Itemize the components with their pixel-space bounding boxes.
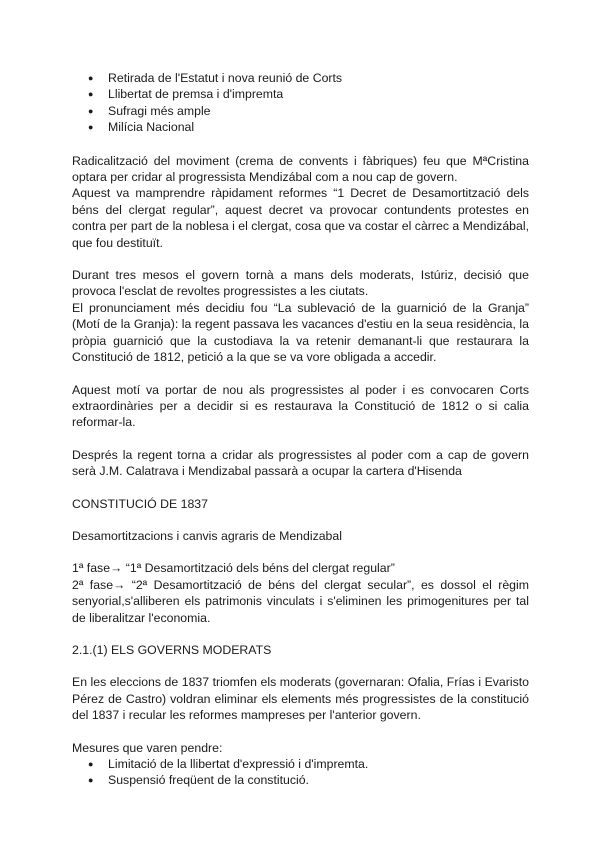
heading-governs-moderats: 2.1.(1) ELS GOVERNS MODERATS xyxy=(72,642,272,657)
document-content xyxy=(72,70,529,789)
list-item: ● Retirada de l'Estatut i nova reunió de Corts xyxy=(72,70,529,86)
heading-desamortitzacions: Desamortitzacions i canvis agraris de Mendizabal xyxy=(72,528,342,543)
paragraph-corts-extraordinaries: Aquest motí va portar de nou als progressistes al poder i es convocaren Corts extraordinàries per a decidir si es restaurava la Constitució de 1812 o si calia reformar-la. xyxy=(72,382,529,430)
list-item: ● Limitació de la llibertat d'expressió i d'impremta. xyxy=(72,756,529,772)
list-item: ● Suspensió freqüent de la constitució. xyxy=(72,772,529,788)
fase-2: 2ª fase→ “2ª Desamortització de béns del clergat secular”, es dossol el règim senyorial,s'alliberen els patrimonis vinculats i s'eliminen les primogenitures per tal de liberalitzar l'economia. xyxy=(72,577,529,625)
heading-constitucio-1837: CONSTITUCIÓ DE 1837 xyxy=(72,496,208,511)
list-item: ● Sufragi més ample xyxy=(72,103,529,119)
list-item: ● Llibertat de premsa i d'impremta xyxy=(72,86,529,102)
fase-1: 1ª fase→ “1ª Desamortització dels béns del clergat regular” xyxy=(72,561,395,576)
paragraph-istúriz: Durant tres mesos el govern tornà a mans dels moderats, Istúriz, decisió que provoca l'esclat de revoltes progressistes a les ciutats. xyxy=(72,268,529,299)
paragraph-calatrava: Després la regent torna a cridar als progressistes al poder com a cap de govern serà J.M. Calatrava i Mendizabal passarà a ocupar la cartera d'Hisenda xyxy=(72,447,529,479)
bullet-list-reforms xyxy=(72,70,529,136)
mesures-label: Mesures que varen pendre: xyxy=(72,740,223,755)
paragraph-radicalitzacio: Radicalització del moviment (crema de convents i fàbriques) feu que MªCristina optara per cridar al progressista Mendizábal com a nou cap de govern. xyxy=(72,153,529,185)
paragraph-mendizabal-reformes: Aquest va mamprendre ràpidament reformes “1 Decret de Desamortització dels béns del clergat regular”, aquest decret va provocar contundents protestes en contra per part de la noblesa i el clergat, cosa que va costar el càrrec a Mendizábal, que fou destituït. xyxy=(72,186,529,250)
paragraph-moti-granja: El pronunciament més decidiu fou “La sublevació de la guarnició de la Granja” (Motí de la Granja): la regent passava les vacances d'estiu en la seua residència, la pròpia guarnició que la custodiava la va retenir demanant-li que restaurara la Constitució de 1812, petició a la que se va vore obligada a accedir. xyxy=(72,300,529,365)
paragraph-eleccions-1837: En les eleccions de 1837 triomfen els moderats (governaran: Ofalia, Frías i Evaristo Pérez de Castro) voldran eliminar els elements més progressistes de la constitució del 1837 i recular les reformes mampreses per l'anterior govern. xyxy=(72,675,529,723)
bullet-list-mesures xyxy=(72,756,529,789)
list-item: ● Milícia Nacional xyxy=(72,119,529,135)
